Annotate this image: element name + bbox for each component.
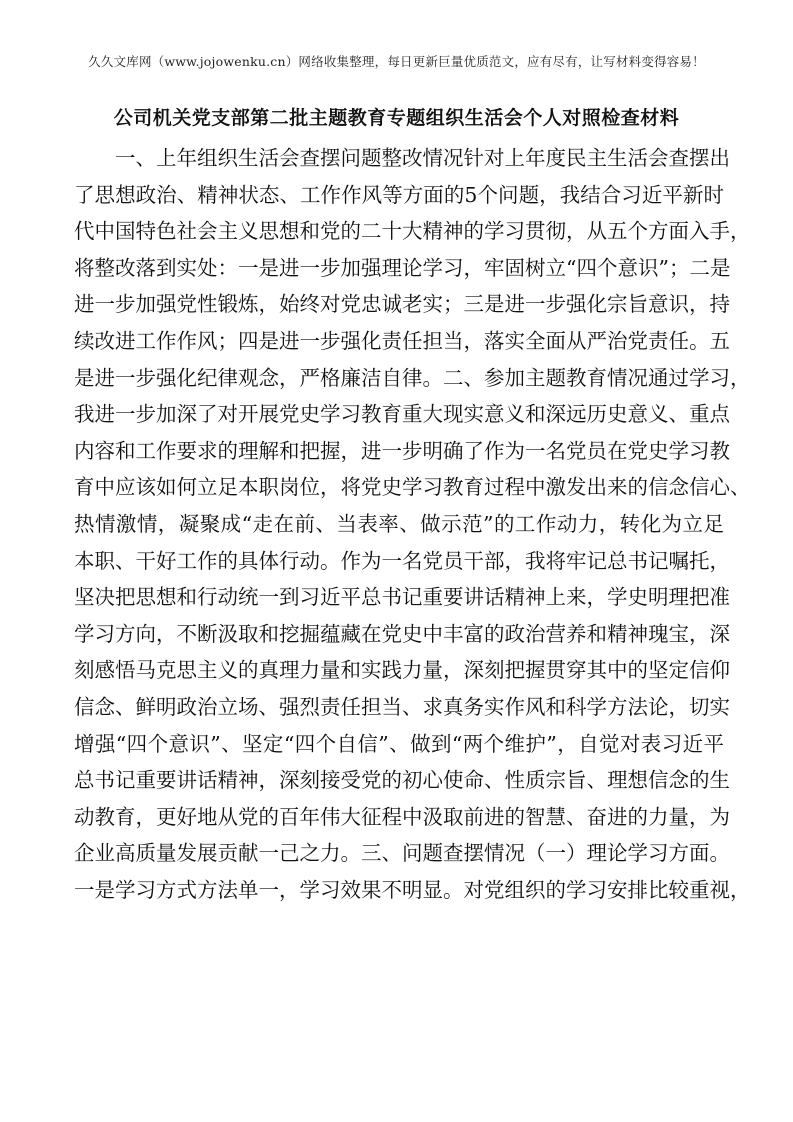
body-line: 内容和工作要求的理解和把握，进一步明确了作为一名党员在党史学习教 <box>74 438 730 463</box>
body-line: 动教育，更好地从党的百年伟大征程中汲取前进的智慧、奋进的力量，为 <box>74 804 730 829</box>
body-line: 热情激情，凝聚成“走在前、当表率、做示范”的工作动力，转化为立足 <box>74 511 724 536</box>
source-header-note: 久久文库网（www.jojowenku.cn）网络收集整理，每日更新巨量优质范文，应有尽有，让写材料变得容易！ <box>88 54 705 69</box>
body-line: 学习方向，不断汲取和挖掘蕴藏在党史中丰富的政治营养和精神瑰宝，深 <box>74 621 730 646</box>
body-line: 企业高质量发展贡献一己之力。三、问题查摆情况（一）理论学习方面。 <box>74 841 730 866</box>
body-line: 育中应该如何立足本职岗位，将党史学习教育过程中激发出来的信念信心、 <box>74 475 751 500</box>
document-title: 公司机关党支部第二批主题教育专题组织生活会个人对照检查材料 <box>113 107 680 129</box>
body-line: 我进一步加深了对开展党史学习教育重大现实意义和深远历史意义、重点 <box>74 402 730 427</box>
body-line: 坚决把思想和行动统一到习近平总书记重要讲话精神上来，学史明理把准 <box>74 585 730 610</box>
body-line: 一是学习方式方法单一，学习效果不明显。对党组织的学习安排比较重视， <box>74 877 751 902</box>
body-line: 将整改落到实处：一是进一步加强理论学习，牢固树立“四个意识”；二是 <box>74 255 731 280</box>
body-line: 增强“四个意识”、坚定“四个自信”、做到“两个维护”，自觉对表习近平 <box>74 731 724 756</box>
body-line: 代中国特色社会主义思想和党的二十大精神的学习贯彻，从五个方面入手， <box>74 219 751 244</box>
body-line: 续改进工作作风；四是进一步强化责任担当，落实全面从严治党责任。五 <box>74 328 730 353</box>
body-line: 进一步加强党性锻炼，始终对党忠诚老实；三是进一步强化宗旨意识，持 <box>74 292 730 317</box>
body-paragraph <box>74 140 751 908</box>
body-line: 是进一步强化纪律观念，严格廉洁自律。二、参加主题教育情况通过学习， <box>74 365 751 390</box>
body-line: 刻感悟马克思主义的真理力量和实践力量，深刻把握贯穿其中的坚定信仰 <box>74 658 730 683</box>
body-line: 信念、鲜明政治立场、强烈责任担当、求真务实作风和科学方法论，切实 <box>74 694 730 719</box>
body-line: 了思想政治、精神状态、工作作风等方面的5个问题，我结合习近平新时 <box>74 182 724 207</box>
body-line: 总书记重要讲话精神，深刻接受党的初心使命、性质宗旨、理想信念的生 <box>74 768 730 793</box>
body-line: 本职、干好工作的具体行动。作为一名党员干部，我将牢记总书记嘱托， <box>74 548 730 573</box>
body-line: 一、上年组织生活会查摆问题整改情况针对上年度民主生活会查摆出 <box>115 146 730 170</box>
